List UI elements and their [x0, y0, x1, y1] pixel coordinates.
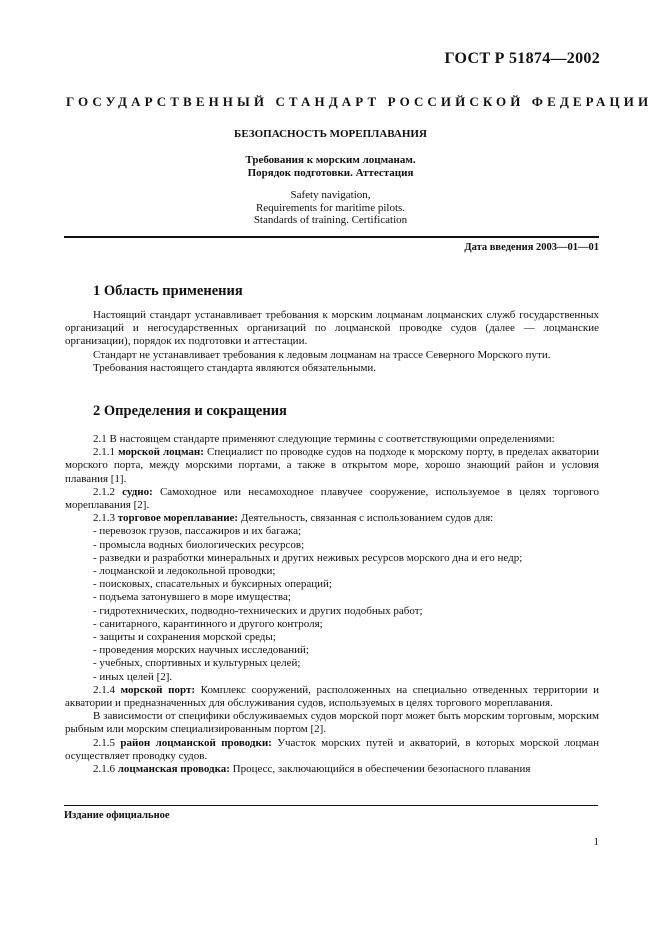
subtitle-line-2: Порядок подготовки. Аттестация: [247, 167, 414, 179]
list-item: - лоцманской и ледокольной проводки;: [93, 565, 276, 578]
document-title: БЕЗОПАСНОСТЬ МОРЕПЛАВАНИЯ: [234, 128, 427, 140]
term-number: 2.1.4: [93, 683, 121, 696]
term-definition: Процесс, заключающийся в обеспечении безопасного плавания: [229, 763, 531, 776]
term-number: 2.1.6: [93, 763, 118, 776]
document-subtitle: [0, 154, 661, 180]
organization-title: ГОСУДАРСТВЕННЫЙ СТАНДАРТ РОССИЙСКОЙ ФЕДЕРАЦИИ: [66, 94, 653, 109]
list-item: - поисковых, спасательных и буксирных операций;: [93, 578, 332, 591]
term-2-1-6: [65, 763, 599, 776]
section-2-body: [65, 433, 599, 776]
term-number: 2.1.1: [93, 446, 119, 459]
term-name: морской лоцман:: [118, 446, 204, 459]
section-1-heading: 1 Область применения: [93, 283, 243, 299]
list-item: - разведки и разработки минеральных и других неживых ресурсов морского дна и его недр;: [93, 551, 523, 564]
term-definition: Участок морских путей и акваторий, в которых морской лоцман осуществляет проводку судов.: [65, 736, 599, 762]
section-2-heading: 2 Определения и сокращения: [93, 403, 287, 419]
title-rule: [64, 236, 599, 238]
list-item: - иных целей [2].: [93, 670, 173, 683]
term-name: судно:: [122, 485, 153, 498]
edition-label: Издание официальное: [64, 810, 170, 821]
list-item: - санитарного, карантинного и другого контроля;: [93, 617, 323, 630]
term-number: 2.1.3: [93, 512, 118, 525]
footer-rule: [64, 805, 598, 806]
paragraph: 2.1 В настоящем стандарте применяют следующие термины с соответствующими определениями:: [93, 433, 555, 445]
paragraph: Настоящий стандарт устанавливает требования к морским лоцманам лоцманских служб государственных организаций и негосударственных организаций по лоцманской проводке судов (далее — лоцманские организации), порядок их подготовки и аттестации.: [65, 309, 599, 348]
section-1-body: [65, 309, 599, 375]
term-definition: Самоходное или несамоходное плавучее сооружение, используемое в целях торгового мореплавания [2].: [65, 485, 599, 512]
term-name: морской порт:: [120, 683, 196, 696]
term-name: лоцманская проводка:: [117, 763, 230, 776]
term-definition: Деятельность, связанная с использованием судов для:: [238, 512, 494, 525]
document-code: ГОСТ Р 51874—2002: [444, 50, 600, 67]
list-item: - учебных, спортивных и культурных целей;: [93, 657, 301, 670]
term-name: район лоцманской проводки:: [120, 736, 272, 749]
list-item: - защиты и сохранения морской среды;: [93, 631, 276, 644]
english-line-2: Requirements for maritime pilots.: [255, 201, 406, 214]
term-2-1-1: [65, 446, 599, 486]
list-item: - проведения морских научных исследований;: [93, 644, 309, 657]
english-line-3: Standards of training. Certification: [253, 214, 408, 226]
term-name: торговое мореплавание:: [117, 512, 239, 525]
list-item: - промысла водных биологических ресурсов;: [93, 538, 305, 551]
english-title: [0, 189, 661, 227]
list-item: - гидротехнических, подводно-технических и других подобных работ;: [93, 604, 423, 617]
effective-date: Дата введения 2003—01—01: [464, 242, 599, 253]
term-number: 2.1.2: [93, 485, 123, 498]
paragraph: Требования настоящего стандарта являются обязательными.: [93, 361, 377, 374]
page-number: 1: [593, 836, 599, 848]
english-line-1: Safety navigation,: [290, 189, 371, 201]
paragraph: Стандарт не устанавливает требования к ледовым лоцманам на трассе Северного Морского пути.: [93, 348, 551, 361]
list-item: - подъема затонувшего в море имущества;: [93, 591, 291, 604]
term-definition: Специалист по проводке судов на подходе к морскому порту, в пределах акватории морского порта, между морскими портами, а также в открытом море, хорошо знающий район и условия плавания [1].: [65, 446, 599, 485]
term-2-1-3: [65, 512, 599, 525]
term-2-1-2: [65, 486, 599, 512]
term-2-1-4: [65, 684, 599, 710]
term-definition: Комплекс сооружений, расположенных на специально отведенных территории и акватории и предназначенных для обслуживания судов, используемых в целях торгового мореплавания.: [65, 683, 600, 710]
list-item: - перевозок грузов, пассажиров и их багажа;: [93, 525, 302, 538]
paragraph: В зависимости от специфики обслуживаемых судов морской порт может быть морским торговым, морским рыбным или морским специализированным портом [2].: [65, 710, 599, 736]
term-number: 2.1.5: [93, 736, 121, 749]
subtitle-line-1: Требования к морским лоцманам.: [245, 154, 416, 166]
term-2-1-5: [65, 737, 599, 763]
